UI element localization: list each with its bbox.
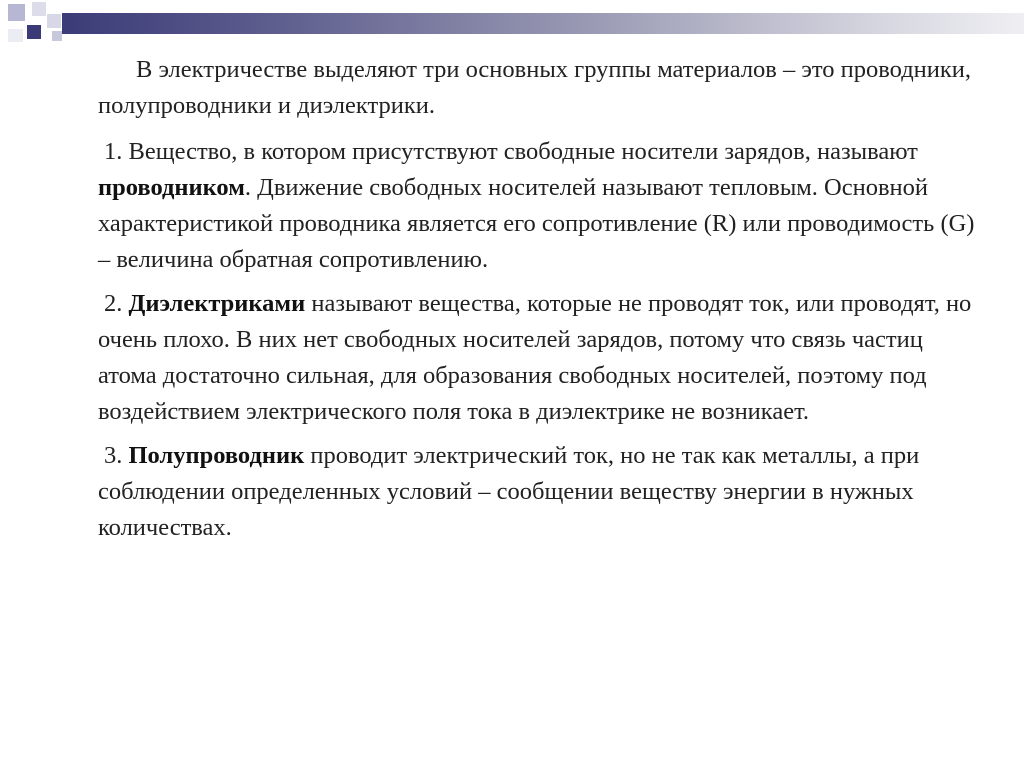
item-term: Диэлектриками xyxy=(128,290,306,317)
decorative-square xyxy=(47,14,61,28)
decorative-square xyxy=(52,31,62,41)
item-number: 2. xyxy=(104,290,123,317)
header-gradient-bar xyxy=(62,13,1024,34)
decorative-square xyxy=(32,2,46,16)
item-number: 3. xyxy=(104,442,123,469)
intro-paragraph: В электричестве выделяют три основных группы материалов – это проводники, полупроводники и диэлектрики. xyxy=(98,56,972,119)
decorative-square xyxy=(27,25,41,39)
item-number: 1. xyxy=(104,138,123,165)
slide-body xyxy=(98,52,978,554)
item-conductor xyxy=(98,134,978,278)
item-term: проводником xyxy=(98,174,245,201)
item-dielectric xyxy=(98,286,978,430)
item-term: Полупроводник xyxy=(128,442,305,469)
item-semiconductor xyxy=(98,438,978,546)
item-text-before: Вещество, в котором присутствуют свободные носители зарядов, называют xyxy=(128,138,918,165)
item-text-after: . Движение свободных носителей называют тепловым. Основной характеристикой проводника является его сопротивление (R) или проводимость (G) – величина обратная сопротивлению. xyxy=(98,174,975,273)
decorative-square xyxy=(8,29,23,42)
item-text-after: называют вещества, которые не проводят ток, или проводят, но очень плохо. В них нет свободных носителей зарядов, потому что связь частиц атома достаточно сильная, для образования свободных носителей, поэтому под воздействием электрического поля тока в диэлектрике не возникает. xyxy=(98,290,972,425)
item-text-after: проводит электрический ток, но не так как металлы, а при соблюдении определенных условий – сообщении веществу энергии в нужных количествах. xyxy=(98,442,920,541)
decorative-square xyxy=(8,4,25,21)
